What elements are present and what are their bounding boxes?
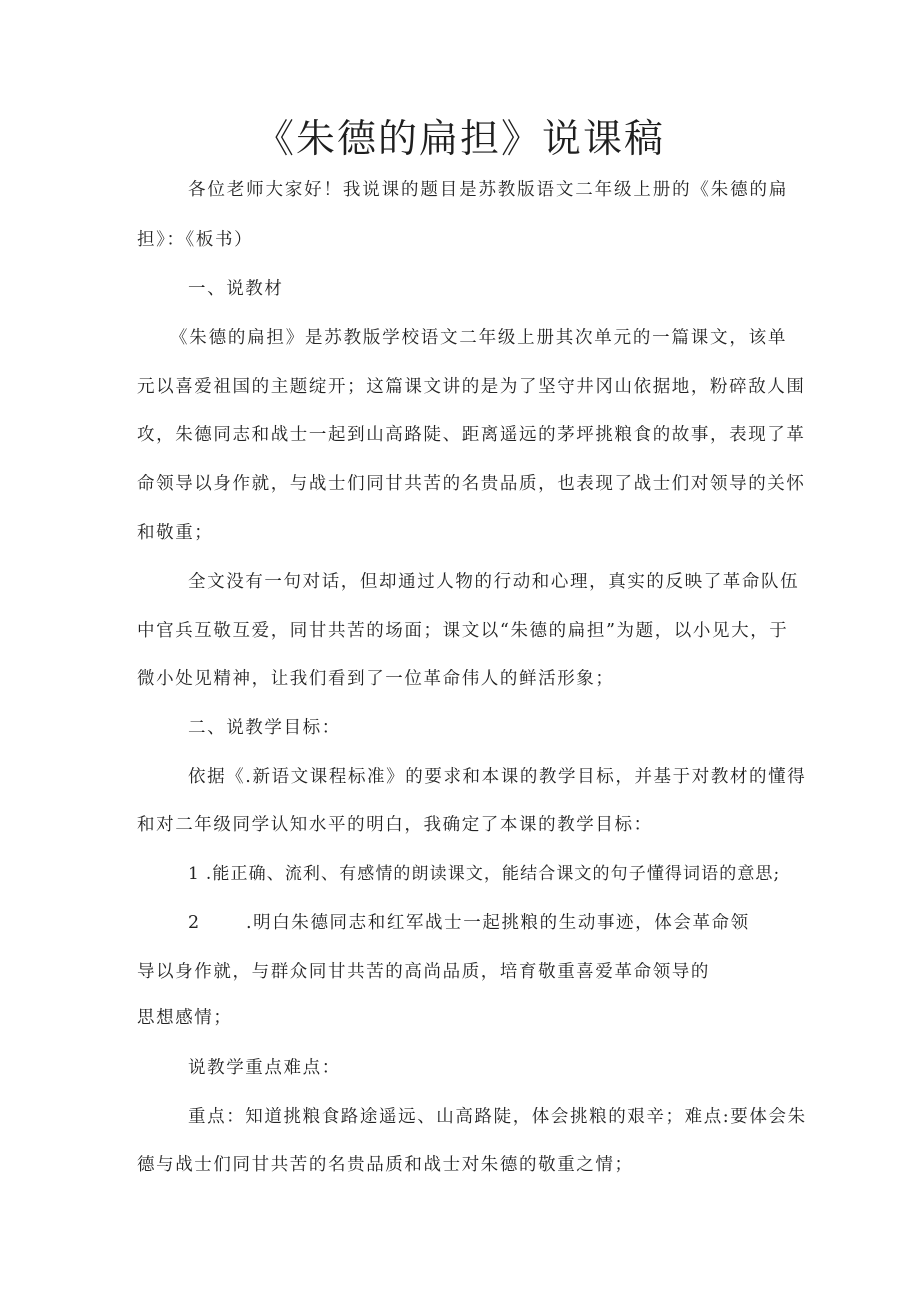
goal-text-2-line-1: .明白朱德同志和红军战士一起挑粮的生动事迹，体会革命领 (246, 913, 750, 933)
goal-text-2-line-3: 思想感情； (137, 1008, 233, 1028)
goal-item-1 (188, 862, 788, 886)
goal-item-2 (188, 911, 788, 935)
paragraph-key-points-line-1: 重点：知道挑粮食路途遥远、山高路陡，体会挑粮的艰辛；难点:要体会朱 (188, 1107, 807, 1127)
paragraph-textbook-line-4: 命领导以身作就，与战士们同甘共苦的名贵品质，也表现了战士们对领导的关怀 (137, 474, 806, 494)
intro-line-2: 担》：《板书） (137, 230, 254, 250)
goal-number-1: 1 (188, 864, 200, 884)
paragraph-basis-line-1: 依据《.新语文课程标准》的要求和本课的教学目标，并基于对教材的懂得 (188, 767, 807, 787)
paragraph-textbook-line-2: 元以喜爱祖国的主题绽开；这篇课文讲的是为了坚守井冈山依据地，粉碎敌人围 (137, 377, 806, 397)
section-heading-goals: 二、说教学目标： (188, 718, 341, 738)
intro-line-1: 各位老师大家好！我说课的题目是苏教版语文二年级上册的《朱德的扁 (188, 180, 788, 200)
paragraph-key-points-line-2: 德与战士们同甘共苦的名贵品质和战士对朱德的敬重之情； (137, 1155, 634, 1175)
section-heading-textbook: 一、说教材 (188, 279, 284, 299)
paragraph-content-line-3: 微小处见精神，让我们看到了一位革命伟人的鲜活形象； (137, 669, 615, 689)
goal-number-2: 2 (188, 913, 201, 933)
paragraph-textbook-line-1: 《朱德的扁担》是苏教版学校语文二年级上册其次单元的一篇课文，该单 (170, 328, 787, 348)
document-title: 《朱德的扁担》说课稿 (254, 117, 665, 162)
paragraph-textbook-line-5: 和敬重； (137, 523, 214, 543)
paragraph-content-line-1: 全文没有一句对话，但却通过人物的行动和心理，真实的反映了革命队伍 (188, 572, 800, 592)
goal-text-2-line-2: 导以身作就，与群众同甘共苦的高尚品质，培育敬重喜爱革命领导的 (137, 962, 710, 982)
goal-text-1: .能正确、流利、有感情的朗读课文，能结合课文的句子懂得词语的意思; (205, 864, 781, 884)
section-heading-key-points: 说教学重点难点： (188, 1058, 341, 1078)
paragraph-content-line-2: 中官兵互敬互爱，同甘共苦的场面；课文以“朱德的扁担”为题，以小见大，于 (137, 621, 789, 641)
paragraph-textbook-line-3: 攻，朱德同志和战士一起到山高路陡、距离遥远的茅坪挑粮食的故事，表现了革 (137, 425, 806, 445)
paragraph-basis-line-2: 和对二年级同学认知水平的明白，我确定了本课的教学目标： (137, 815, 653, 835)
